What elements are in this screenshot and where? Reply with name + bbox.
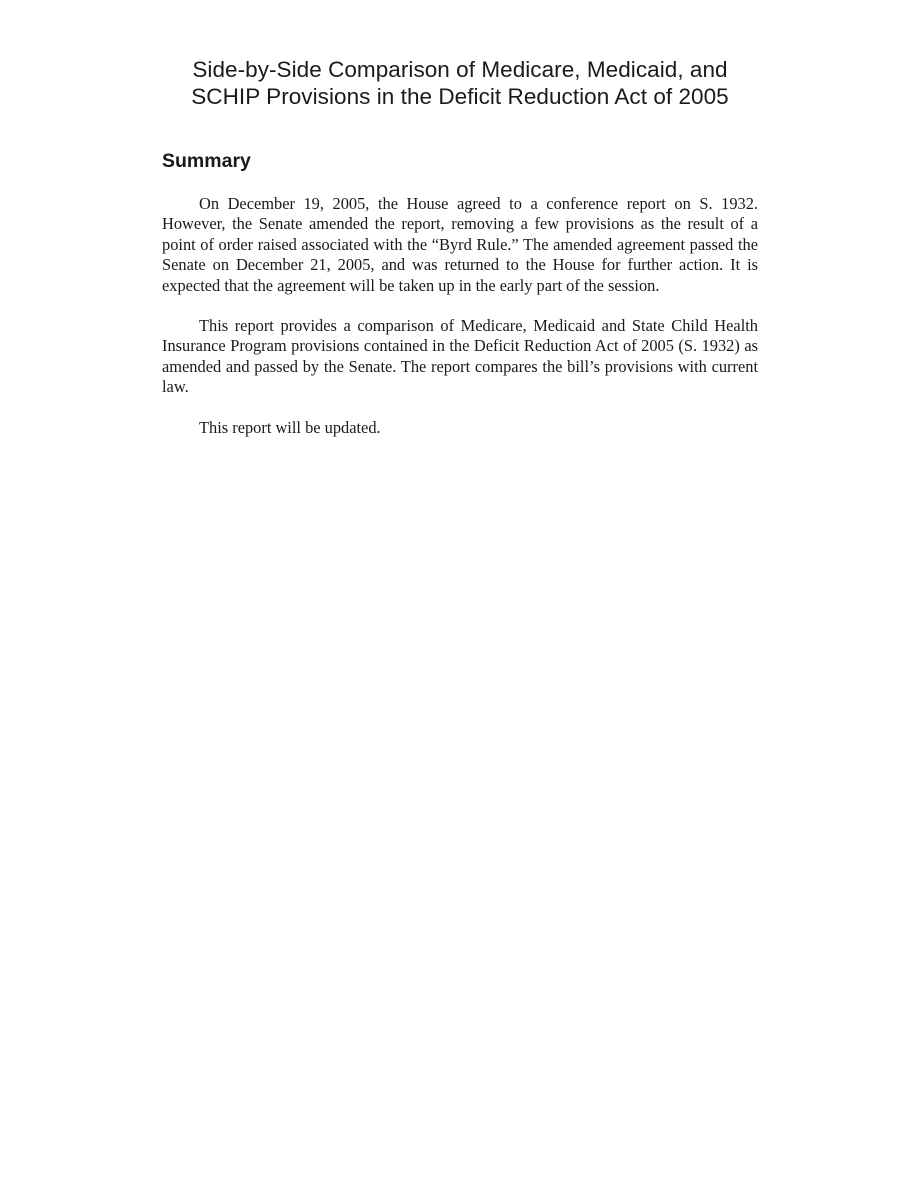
section-heading-summary: Summary bbox=[162, 150, 251, 172]
summary-paragraph-2: This report provides a comparison of Medicare, Medicaid and State Child Health Insurance Program provisions contained in the Deficit Reduction Act of 2005 (S. 1932) as amended and passed by the Senate. The report compares the bill’s provisions with current law. bbox=[162, 316, 758, 397]
document-page bbox=[162, 56, 758, 438]
summary-paragraph-1: On December 19, 2005, the House agreed to a conference report on S. 1932. However, the Senate amended the report, removing a few provisions as the result of a point of order raised associated with the “Byrd Rule.” The amended agreement passed the Senate on December 21, 2005, and was returned to the House for further action. It is expected that the agreement will be taken up in the early part of the session. bbox=[162, 194, 758, 295]
document-title-line-2: SCHIP Provisions in the Deficit Reduction Act of 2005 bbox=[191, 84, 729, 109]
summary-paragraph-3: This report will be updated. bbox=[199, 417, 381, 437]
document-title bbox=[162, 56, 758, 110]
document-title-line-1: Side-by-Side Comparison of Medicare, Medicaid, and bbox=[192, 57, 728, 82]
